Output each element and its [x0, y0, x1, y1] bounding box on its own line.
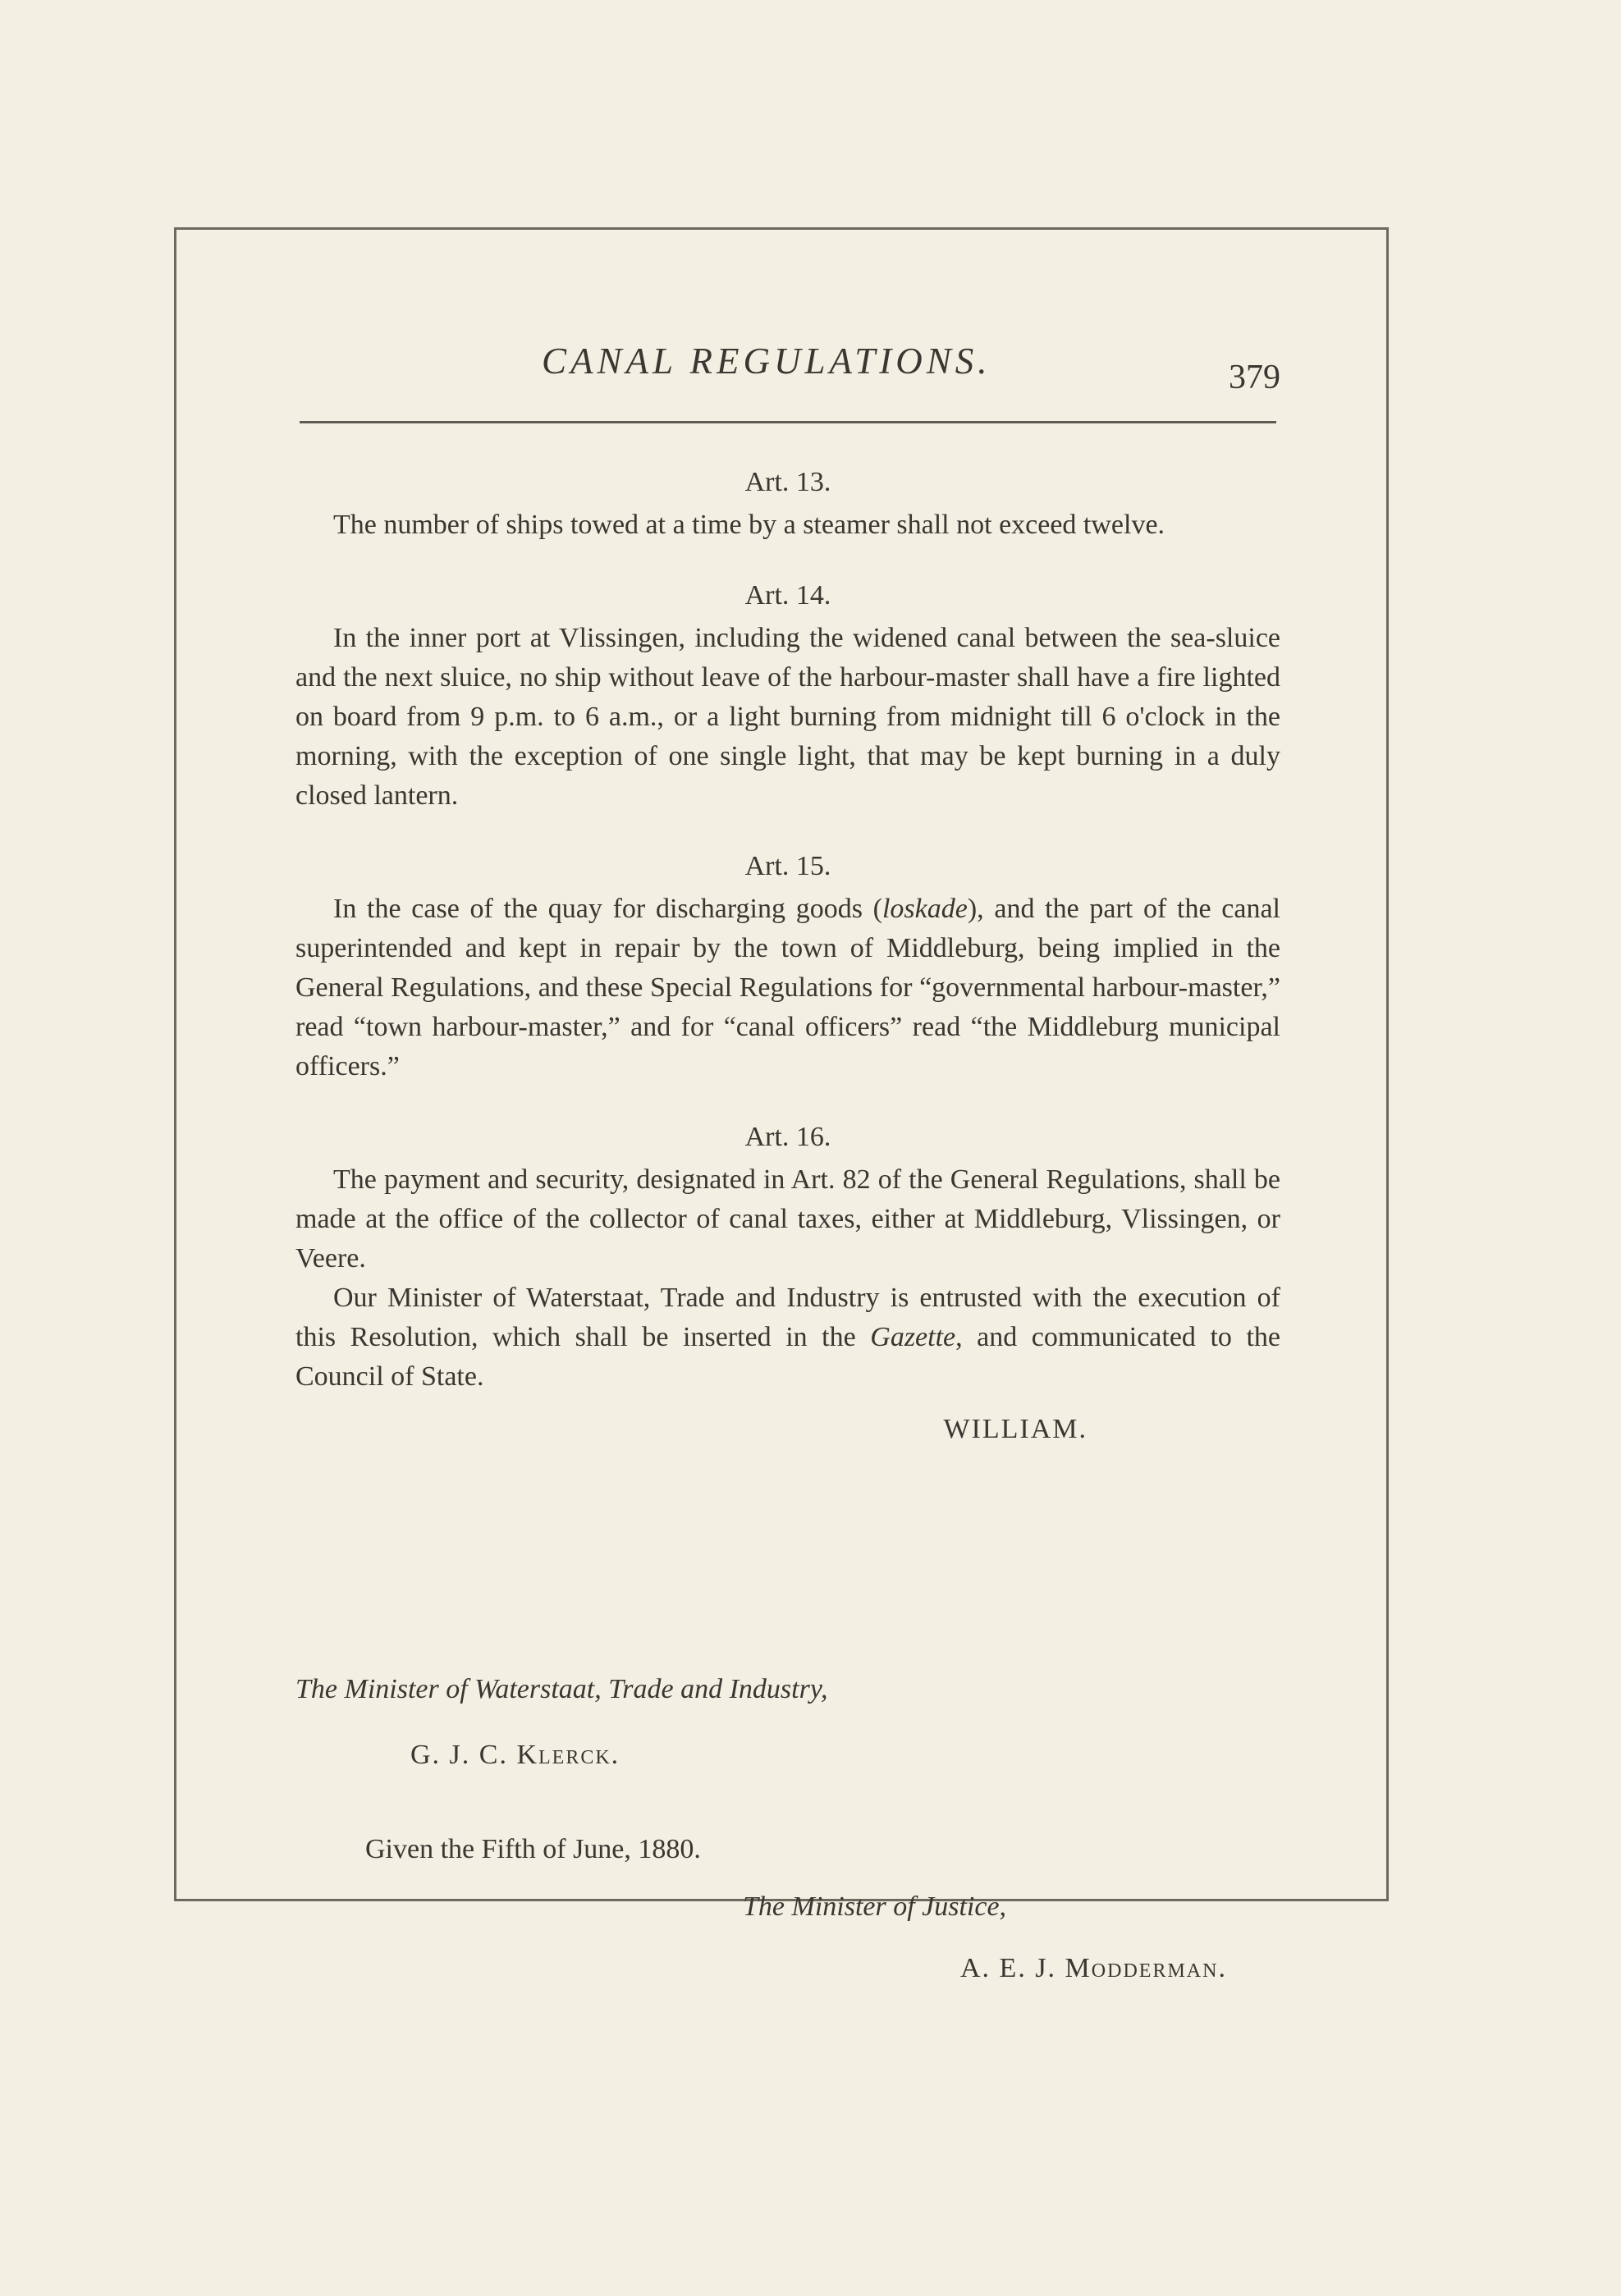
article-15-term: loskade: [881, 894, 968, 924]
resolution-text-b: , and communicated to the Council of State.: [295, 1322, 1280, 1392]
minister-waterstaat-name: G. J. C. Klerck.: [410, 1740, 620, 1770]
article-16-text: The payment and security, designated in Art. 82 of the General Regulations, shall be made at the office of the collector of canal taxes, either at Middleburg, Vlissingen, or Veere.: [295, 1164, 1280, 1274]
body-text: [295, 460, 1280, 1449]
resolution-text: [295, 1278, 1280, 1397]
article-15-text-b: ), and the part of the canal superintended and kept in repair by the town of Middleburg, being implied in the General Regulations, and these Special Regulations for “governmental harbour-master,” read “town harbour-master,” and for “canal officers” read “the Middleburg municipal officers.”: [295, 894, 1281, 1082]
header-rule: [300, 421, 1276, 423]
minister-justice-title: The Minister of Justice,: [743, 1891, 1007, 1922]
article-heading-15: Art. 15.: [744, 851, 831, 881]
article-heading-14: Art. 14.: [744, 580, 831, 611]
article-heading-16: Art. 16.: [744, 1122, 831, 1152]
minister-justice-name: A. E. J. Modderman.: [960, 1953, 1227, 1983]
signoff-william: WILLIAM.: [943, 1414, 1088, 1444]
resolution-text-a: Our Minister of Waterstaat, Trade and Industry is entrusted with the execution of this Resolution, which shall be inserted in the: [295, 1283, 1280, 1352]
minister-waterstaat-title: The Minister of Waterstaat, Trade and Industry,: [295, 1674, 828, 1704]
article-15-text-a: In the case of the quay for discharging goods (: [333, 894, 882, 924]
running-head: [295, 328, 1280, 394]
running-title: CANAL REGULATIONS.: [542, 341, 991, 382]
given-date: Given the Fifth of June, 1880.: [365, 1834, 701, 1864]
article-heading-13: Art. 13.: [744, 467, 831, 497]
article-14-text: In the inner port at Vlissingen, including the widened canal between the sea-sluice and the next sluice, no ship without leave of the harbour-master shall have a fire lighted on board from 9 p.m. to 6 a.m., or a light burning from midnight till 6 o'clock in the morning, with the exception of one single light, that may be kept burning in a duly closed lantern.: [295, 623, 1280, 811]
page-number: 379: [1229, 359, 1280, 396]
article-15-text: [295, 890, 1280, 1086]
article-13-text: The number of ships towed at a time by a steamer shall not exceed twelve.: [333, 510, 1165, 540]
gazette-term: Gazette: [870, 1322, 956, 1352]
